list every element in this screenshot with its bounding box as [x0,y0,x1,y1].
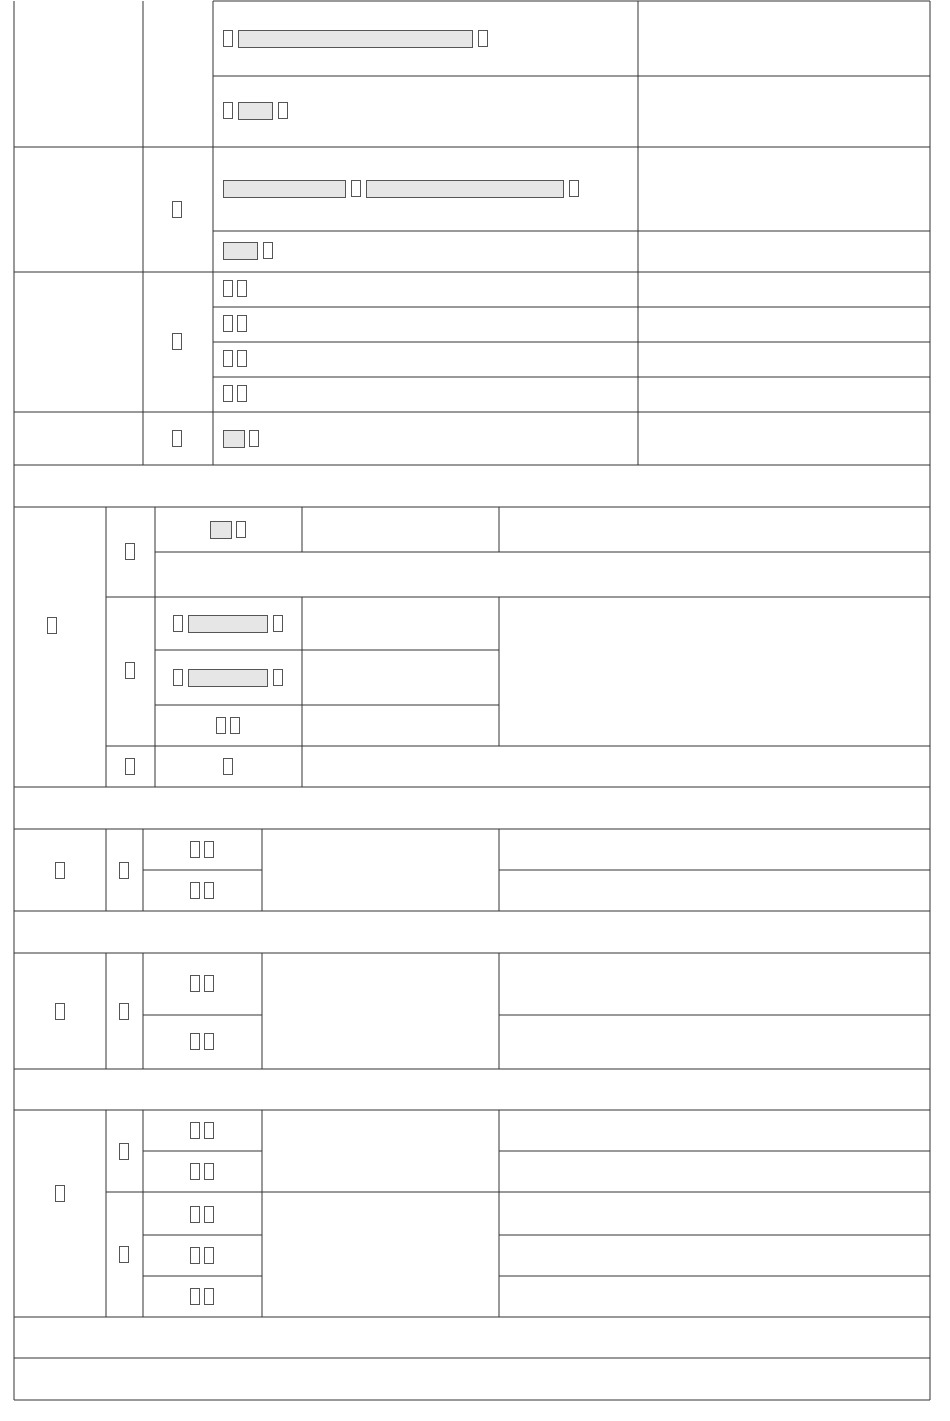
glyph-box [569,180,579,197]
glyph-box [190,1206,200,1223]
glyph-box [351,180,361,197]
glyph-box [237,280,247,297]
text-field[interactable] [188,615,268,633]
glyph-box [223,280,233,297]
glyph-box [204,882,214,899]
glyph-box [237,315,247,332]
text-field[interactable] [188,669,268,687]
glyph-box [204,1247,214,1264]
glyph-box [47,617,57,634]
glyph-box [172,333,182,350]
glyph-box [237,350,247,367]
glyph-box [190,1247,200,1264]
glyph-box [230,717,240,734]
glyph-box [223,315,233,332]
glyph-box [190,1033,200,1050]
glyph-box [204,1206,214,1223]
glyph-box [204,1288,214,1305]
glyph-box [55,862,65,879]
glyph-box [173,669,183,686]
glyph-box [190,1163,200,1180]
glyph-box [223,350,233,367]
glyph-box [204,1122,214,1139]
glyph-box [223,30,233,47]
glyph-box [236,521,246,538]
glyph-box [172,430,182,447]
glyph-box [273,615,283,632]
glyph-box [216,717,226,734]
glyph-box [125,758,135,775]
glyph-box [223,758,233,775]
text-field[interactable] [223,180,346,198]
text-field[interactable] [223,242,258,260]
glyph-box [172,201,182,218]
glyph-box [223,102,233,119]
glyph-box [119,1246,129,1263]
text-field[interactable] [210,521,232,539]
glyph-box [478,30,488,47]
glyph-box [190,882,200,899]
glyph-box [237,385,247,402]
glyph-box [249,430,259,447]
glyph-box [204,975,214,992]
glyph-box [173,615,183,632]
glyph-box [204,841,214,858]
glyph-box [119,1143,129,1160]
glyph-box [55,1185,65,1202]
glyph-box [119,862,129,879]
glyph-box [204,1163,214,1180]
glyph-box [125,662,135,679]
glyph-box [125,543,135,560]
glyph-box [278,102,288,119]
glyph-box [190,1122,200,1139]
glyph-box [223,385,233,402]
glyph-box [190,1288,200,1305]
text-field[interactable] [238,30,473,48]
glyph-box [119,1003,129,1020]
text-field[interactable] [366,180,564,198]
text-field[interactable] [223,430,245,448]
glyph-box [273,669,283,686]
glyph-box [263,242,273,259]
text-field[interactable] [238,102,273,120]
glyph-box [190,841,200,858]
glyph-box [55,1003,65,1020]
glyph-box [204,1033,214,1050]
glyph-box [190,975,200,992]
